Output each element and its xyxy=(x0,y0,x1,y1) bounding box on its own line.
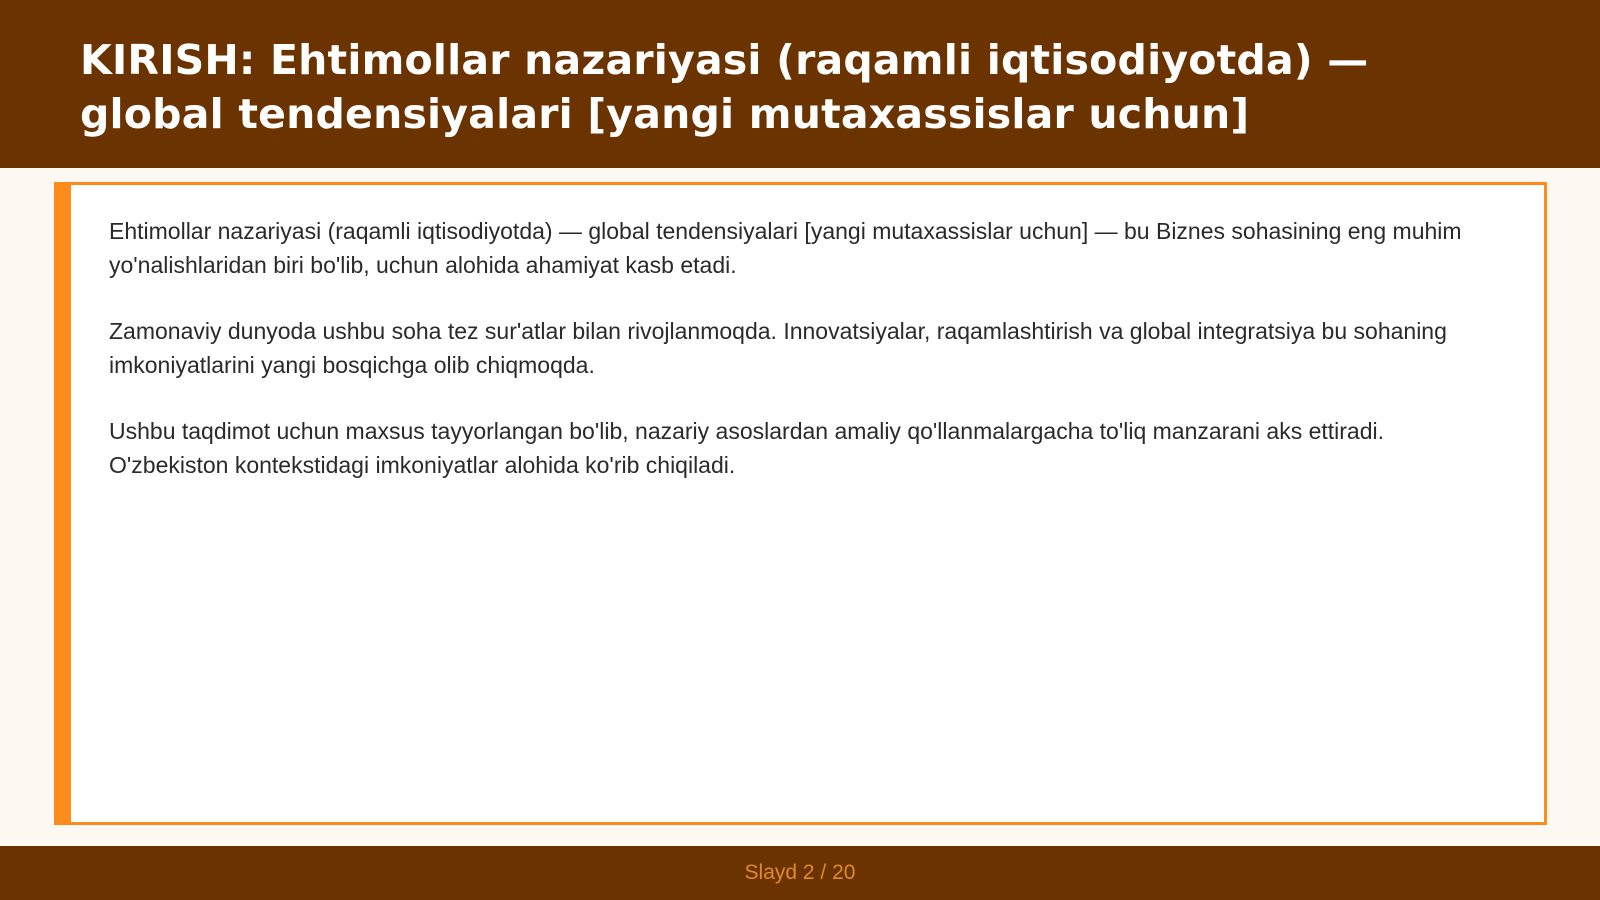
slide-header xyxy=(0,0,1600,168)
slide-counter: Slayd 2 / 20 xyxy=(744,861,856,884)
content-paragraph-1: Ehtimollar nazariyasi (raqamli iqtisodiyotda) — global tendensiyalari [yangi mutaxassislar uchun] — bu Biznes sohasining eng muhim yo'nalishlaridan biri bo'lib, uchun alohida ahamiyat kasb etadi. xyxy=(109,218,1462,278)
content-paragraph-3: Ushbu taqdimot uchun maxsus tayyorlangan bo'lib, nazariy asoslardan amaliy qo'llanmalargacha to'liq manzarani aks ettiradi. O'zbekiston kontekstidagi imkoniyatlar alohida ko'rib chiqiladi. xyxy=(109,418,1385,478)
content-paragraph-2: Zamonaviy dunyoda ushbu soha tez sur'atlar bilan rivojlanmoqda. Innovatsiyalar, raqamlashtirish va global integratsiya bu sohaning imkoniyatlarini yangi bosqichga olib chiqmoqda. xyxy=(109,318,1447,378)
content-card xyxy=(54,182,1547,825)
slide-footer xyxy=(0,846,1600,900)
slide-title: KIRISH: Ehtimollar nazariyasi (raqamli iqtisodiyotda) — global tendensiyalari [yangi mutaxassislar uchun] xyxy=(80,36,1369,138)
